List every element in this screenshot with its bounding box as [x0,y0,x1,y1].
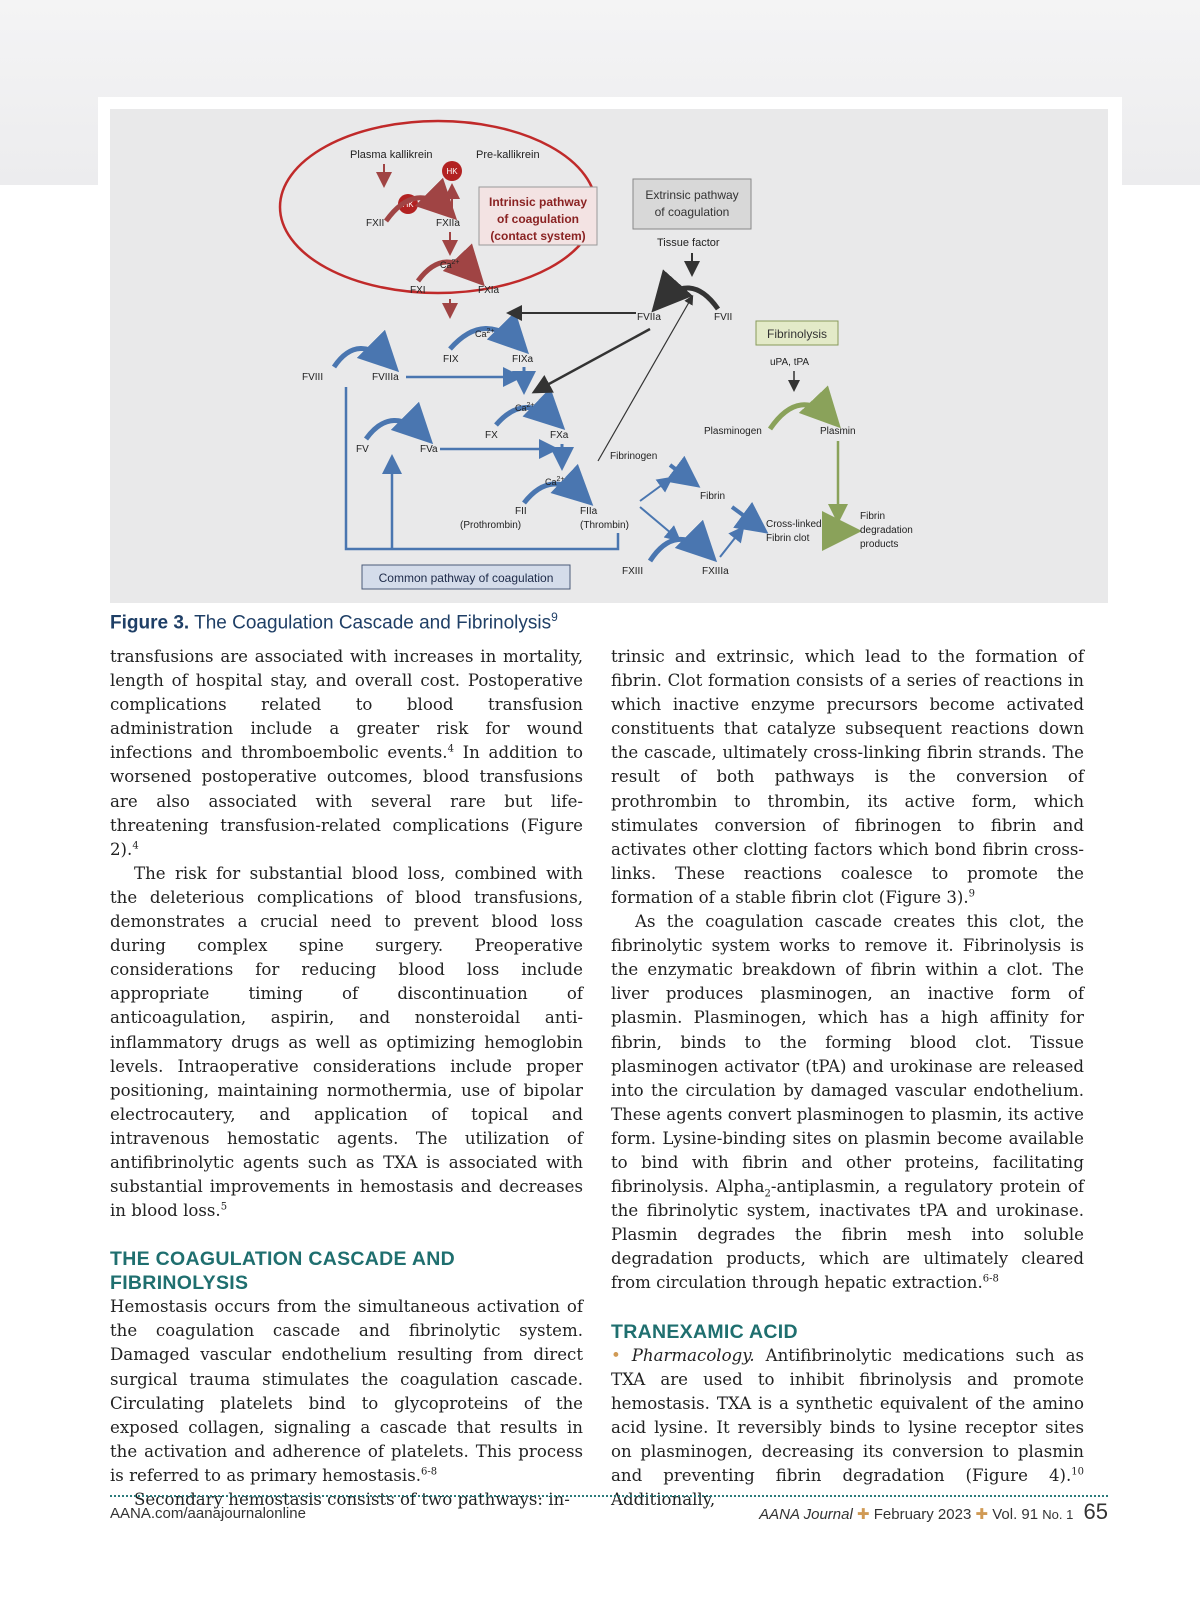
left-p1-text-a: transfusions are associated with increases in mortality, length of hospital stay, and overall cost. Postoperative complications related to blood transfusion administration include a greater risk for wound infections and thromboembolic events. [110,647,583,763]
label-fdp-1: Fibrin [860,511,886,522]
label-pre-kallikrein: Pre-kallikrein [476,149,540,161]
figure-caption [110,610,558,634]
left-p1-text-b: In addition to worsened postoperative outcomes, blood transfusions are also associated with several rare but life-threatening transfusion-related complications (Figure 2). [110,743,584,859]
label-fva: FVa [420,444,438,455]
label-fvii: FVII [714,312,733,323]
label-fdp-2: degradation [860,525,913,536]
arrow-thrombin-fibrinogen [640,479,670,501]
left-p2-text: The risk for substantial blood loss, combined with the deleterious complications of blood transfusions, demonstrates a crucial need to prevent blood loss during complex spine surgery. Preoperative considerations for reducing blood loss include appropriate timing of discontinuation of anticoagulation, aspirin, and nonsteroidal anti-inflammatory drugs as well as optimizing hemoglobin levels. Intraoperative considerations include proper positioning, maintaining normothermia, use of bipolar electrocautery, and application of topical and intravenous hemostatic agents. The utilization of antifibrinolytic agents such as TXA is associated with substantial improvements in hemostasis and decreases in blood loss. [110,863,583,1221]
left-column [110,645,583,1512]
right-paragraph-1 [611,645,1084,910]
plus-icon: ✚ [856,1506,870,1523]
left-paragraph-1 [110,645,583,862]
footer-divider [110,1495,1108,1497]
footer-citation [759,1499,1108,1525]
label-fviii: FVIII [302,372,324,383]
label-fixa: FIXa [512,354,534,365]
label-fiia: FIIa [580,506,598,517]
arrow-fxiiia-up [720,529,742,557]
label-hk-left: HK [402,200,414,209]
bullet-icon: • [611,1345,621,1365]
footer-page-number: 65 [1083,1499,1108,1524]
arc-fviii [334,348,392,367]
right-p1-text: trinsic and extrinsic, which lead to the formation of fibrin. Clot formation consists of a series of reactions in which inactive enzyme precursors become activated constituents that catalyze subsequent reactions down the cascade, ultimately cross-linking fibrin strands. The result of both pathways is the conversion of prothrombin to thrombin, its active form, which stimulates conversion of fibrinogen to fibrin and activates other clotting factors which bond fibrin cross-links. These reactions coalesce to promote the formation of a stable fibrin clot (Figure 3). [611,647,1084,907]
plus-icon: ✚ [975,1506,989,1523]
label-fviiia: FVIIIa [372,372,399,383]
caption-text: The Coagulation Cascade and Fibrinolysis [194,612,552,634]
figure-coagulation-cascade [110,109,1108,603]
label-fii: FII [515,506,527,517]
extrinsic-box [633,179,751,229]
right-paragraph-3 [611,1344,1084,1513]
arc-fvii [658,288,718,309]
intrinsic-box-line2: of coagulation [497,212,579,226]
fibrinolysis-label: Fibrinolysis [766,327,828,341]
journal-page [98,97,1122,1606]
extrinsic-box-line2: of coagulation [654,205,730,219]
label-tissue-factor: Tissue factor [657,237,720,249]
right-p2-sub: 2 [764,1188,771,1200]
heading-coagulation-cascade: THE COAGULATION CASCADE AND FIBRINOLYSIS [110,1248,456,1295]
label-fxa: FXa [550,430,569,441]
right-p3-text-a: Antifibrinolytic medications such as TXA are used to inhibit fibrinolysis and promote hemostasis. TXA is a synthetic equivalent of the amino acid lysine. It reversibly binds to lysine receptor sites on plasminogen, decreasing its conversion to plasmin and preventing fibrin degradation (Figure 4). [611,1345,1084,1485]
right-column [611,645,1084,1512]
footer-journal: AANA Journal [759,1506,853,1523]
label-thrombin: (Thrombin) [580,520,629,531]
arc-fv [366,420,426,439]
caption-label: Figure 3. [110,612,190,634]
arrow-fviia-to-fxa [536,329,650,391]
label-ca-2: $Ca^{2+}$ [475,328,495,339]
left-p3-ref: 6-8 [421,1466,438,1478]
label-fv: FV [356,444,369,455]
arrow-fibrin-crosslinked [732,507,762,529]
footer-volume: Vol. 91 [992,1506,1039,1523]
ca-superscript: 2+ [526,402,535,409]
arrow-fibrinogen-fibrin [670,465,694,483]
label-fibrin: Fibrin [700,491,726,502]
footer-website[interactable]: AANA.com/aanajournalonline [110,1505,306,1522]
right-paragraph-2 [611,910,1084,1296]
label-ca-4: $Ca^{2+}$ [545,476,565,487]
left-p3-text: Hemostasis occurs from the simultaneous activation of the coagulation cascade and fibrinolytic system. Damaged vascular endothelium resulting from direct surgical trauma stimulates the coagulation cascade. Circulating platelets bind to glycoproteins of the exposed collagen, signaling a cascade that results in the activation and adherence of platelets. This process is referred to as primary hemostasis. [110,1297,583,1485]
intrinsic-box-line1: Intrinsic pathway [488,195,588,209]
common-pathway-label: Common pathway of coagulation [378,571,554,585]
right-p2-ref: 6-8 [982,1273,999,1285]
arc-fx [496,407,558,425]
label-fix: FIX [443,354,459,365]
label-fxii: FXII [366,218,385,229]
left-p4-text: Secondary hemostasis consists of two pathways: in- [134,1490,570,1509]
label-crosslinked-2: Fibrin clot [766,533,810,544]
label-hk-top: HK [446,167,458,176]
right-p2-text-a: As the coagulation cascade creates this clot, the fibrinolytic system works to remove it. Fibrinolysis is the enzymatic breakdown of fibrin within a clot. The liver produces plasminogen, an inactive form of plasmin. Plasminogen, which has a high affinity for fibrin, binds to the forming blood clot. Tissue plasminogen activator (tPA) and urokinase are released into the circulation by damaged vascular endothelium. These agents convert plasminogen to plasmin, its active form. Lysine-binding sites on plasmin become available to bind with fibrin and other proteins, facilitating fibrinolysis. Alpha [611,912,1084,1197]
arrow-thrombin-fxiii [640,507,678,539]
left-paragraph-2 [110,862,583,1223]
caption-ref: 9 [551,610,558,624]
label-fviia: FVIIa [637,312,661,323]
footer-date: February 2023 [873,1506,972,1523]
label-plasma-kallikrein: Plasma kallikrein [350,149,433,161]
right-p3-ref: 10 [1071,1466,1084,1478]
label-prothrombin: (Prothrombin) [460,520,522,531]
ca-superscript: 2+ [556,476,565,483]
ca-superscript: 2+ [451,259,460,266]
coagulation-diagram [110,109,1108,603]
label-fdp-3: products [860,539,899,550]
footer-issue: No. 1 [1042,1507,1074,1522]
label-ca-3: $Ca^{2+}$ [515,402,535,413]
left-p2-ref: 5 [220,1201,228,1213]
label-fxia: FXIa [478,285,500,296]
right-p1-ref: 9 [968,888,976,900]
label-upa-tpa: uPA, tPA [770,357,810,368]
arc-fxiii [650,539,710,561]
left-p1-ref-2: 4 [132,840,139,852]
label-fxiii: FXIII [622,566,644,577]
label-fxiiia: FXIIIa [702,566,729,577]
right-p2-text-b: -antiplasmin, a regulatory protein of the fibrinolytic system, inactivates tPA and urokinase. Plasmin degrades the fibrin mesh into soluble degradation products, which are ultimately cleared from circulation through hepatic extraction. [611,1177,1084,1293]
left-paragraph-3 [110,1295,583,1488]
label-ca-1: $Ca^{2+}$ [440,259,460,270]
label-plasmin: Plasmin [820,426,856,437]
intrinsic-box-line3: (contact system) [490,229,586,243]
heading-tranexamic-acid: TRANEXAMIC ACID [611,1320,798,1343]
extrinsic-box-line1: Extrinsic pathway [645,188,739,202]
label-crosslinked-1: Cross-linked [766,519,822,530]
label-fxi: FXI [410,285,426,296]
label-fibrinogen: Fibrinogen [610,451,658,462]
label-fxiia: FXIIa [436,218,460,229]
label-plasminogen: Plasminogen [704,426,762,437]
left-p1-ref-1: 4 [447,743,454,755]
ca-superscript: 2+ [486,328,495,335]
pharmacology-lead: Pharmacology. [631,1345,755,1365]
label-fx: FX [485,430,498,441]
right-p3-text-b: Additionally, [611,1490,716,1510]
